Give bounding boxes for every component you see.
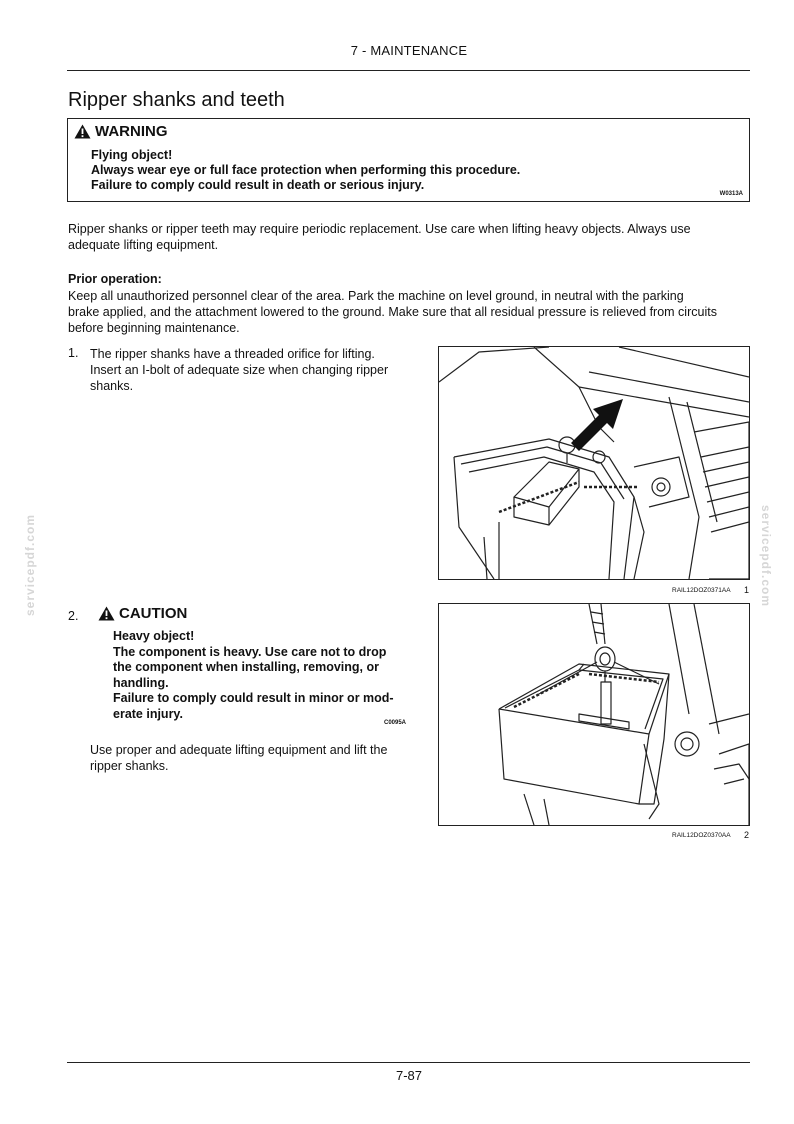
figure-2-illustration: [438, 603, 750, 826]
step-1-number: 1.: [68, 346, 79, 360]
watermark-left: servicepdf.com: [23, 513, 37, 617]
step-2-line-2: ripper shanks.: [90, 759, 169, 773]
figure-1-illustration: [438, 346, 750, 580]
warning-heading: [74, 123, 168, 140]
figure-2-number: 2: [744, 830, 750, 840]
prior-line-3: before beginning maintenance.: [68, 321, 240, 335]
figure-1-number: 1: [744, 585, 750, 595]
step-1-line-2: Insert an I-bolt of adequate size when changing ripper: [90, 363, 389, 377]
footer-rule: [67, 1062, 750, 1063]
warning-line-3: Failure to comply could result in death or serious injury.: [91, 178, 425, 192]
prior-operation-paragraph: [68, 288, 750, 336]
step-1-line-3: shanks.: [90, 379, 134, 393]
warning-code: W0313A: [719, 191, 743, 197]
warning-line-2: Always wear eye or full face protection when performing this procedure.: [91, 163, 521, 177]
caution-line-4: handling.: [113, 676, 169, 690]
prior-line-1: Keep all unauthorized personnel clear of the area. Park the machine on level ground, in neutral with the parking: [68, 289, 684, 303]
page-number: 7-87: [395, 1068, 423, 1083]
intro-paragraph: [68, 221, 750, 253]
caution-heading-label: CAUTION: [119, 605, 188, 622]
intro-line-1: Ripper shanks or ripper teeth may require periodic replacement. Use care when lifting heavy objects. Always use: [68, 222, 691, 236]
pointer-arrow-icon: [571, 399, 623, 451]
header-rule: [67, 70, 750, 71]
figure-2-caption: RAIL12DOZ0370AA: [672, 832, 731, 839]
ripper-shank-hoist-drawing: [439, 604, 749, 825]
caution-line-3: the component when installing, removing, or: [113, 660, 379, 674]
step-1-line-1: The ripper shanks have a threaded orifice for lifting.: [90, 347, 375, 361]
ripper-shank-lifting-eye-drawing: [439, 347, 749, 579]
warning-triangle-icon: [74, 124, 91, 139]
intro-line-2: adequate lifting equipment.: [68, 238, 219, 252]
caution-line-2: The component is heavy. Use care not to drop: [113, 645, 387, 659]
warning-triangle-icon: [98, 606, 115, 621]
section-title: Ripper shanks and teeth: [68, 89, 285, 111]
caution-line-1: Heavy object!: [113, 629, 195, 643]
caution-line-5: Failure to comply could result in minor or mod-: [113, 691, 394, 705]
running-header: 7 - MAINTENANCE: [350, 43, 468, 58]
step-2-number: 2.: [68, 609, 79, 623]
prior-line-2: brake applied, and the attachment lowered to the ground. Make sure that all residual pressure is relieved from circuits: [68, 305, 717, 319]
watermark-right: servicepdf.com: [759, 504, 773, 608]
step-1-text: [90, 346, 410, 394]
caution-code: C0095A: [384, 720, 407, 726]
warning-line-1: Flying object!: [91, 148, 173, 162]
step-2-text: [90, 742, 410, 774]
warning-box: [67, 118, 750, 202]
step-2-line-1: Use proper and adequate lifting equipment and lift the: [90, 743, 388, 757]
caution-line-6: erate injury.: [113, 707, 183, 721]
prior-operation-heading: Prior operation:: [68, 272, 162, 286]
warning-heading-label: WARNING: [95, 123, 168, 140]
caution-heading: [98, 605, 187, 622]
figure-1-caption: RAIL12DOZ0371AA: [672, 587, 731, 594]
